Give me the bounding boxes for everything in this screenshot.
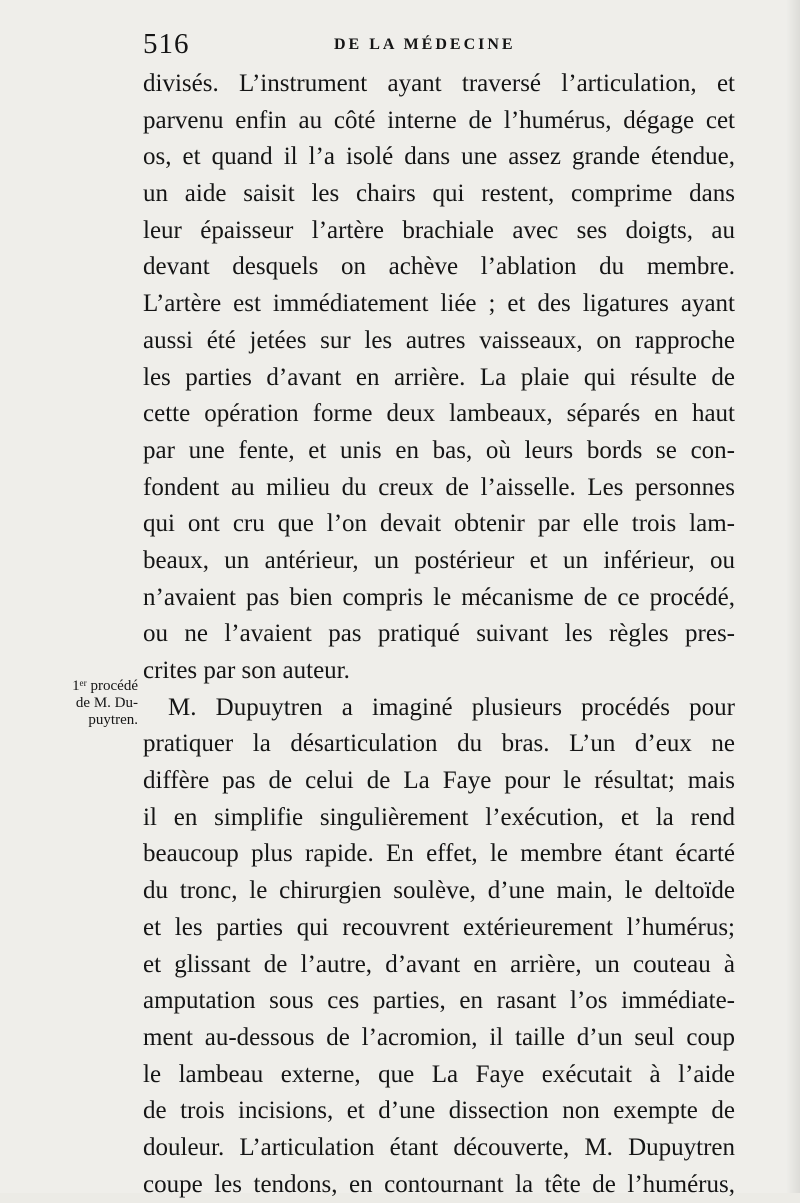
text-line: aussi été jetées sur les autres vaisseaux, on rapproche [143, 326, 735, 354]
text-line: os, et quand il l’a isolé dans une assez grande étendue, [143, 143, 735, 171]
margin-note [22, 678, 138, 729]
text-line: coupe les tendons, en contournant la tête de l’humérus, [143, 1170, 735, 1198]
text-line: du tronc, le chirurgien soulève, d’une main, le deltoïde [143, 877, 735, 905]
text-line: leur épaisseur l’artère brachiale avec ses doigts, au [143, 216, 735, 244]
body-text [143, 66, 735, 1203]
page-header [143, 28, 743, 64]
text-line: beaux, un antérieur, un postérieur et un inférieur, ou [143, 546, 735, 574]
text-line: L’artère est immédiatement liée ; et des ligatures ayant [143, 290, 735, 318]
text-line: ment au-dessous de l’acromion, il taille d’un seul coup [143, 1023, 735, 1051]
text-line: amputation sous ces parties, en rasant l’os immédiate- [143, 987, 735, 1015]
text-line: beaucoup plus rapide. En effet, le membre étant écarté [143, 840, 735, 868]
text-line: un aide saisit les chairs qui restent, comprime dans [143, 180, 735, 208]
paragraph-start-line: M. Dupuytren a imaginé plusieurs procédés pour [168, 693, 735, 721]
text-line: n’avaient pas bien compris le mécanisme de ce procédé, [143, 583, 735, 611]
margin-note-line: puytren. [88, 712, 138, 728]
text-line: les parties d’avant en arrière. La plaie qui résulte de [143, 363, 735, 391]
text-line: douleur. L’articulation étant découverte, M. Dupuytren [143, 1133, 735, 1161]
text-line: pratiquer la désarticulation du bras. L’un d’eux ne [143, 730, 735, 758]
text-line: divisés. L’instrument ayant traversé l’articulation, et [143, 70, 735, 97]
margin-note-line: 1ᵉʳ procédé [72, 678, 138, 694]
text-line: diffère pas de celui de La Faye pour le résultat; mais [143, 767, 735, 795]
text-line: qui ont cru que l’on devait obtenir par elle trois lam- [143, 510, 735, 538]
text-line: et glissant de l’autre, d’avant en arrière, un couteau à [143, 950, 735, 978]
text-line: fondent au milieu du creux de l’aisselle. Les personnes [143, 473, 735, 501]
text-line: ou ne l’avaient pas pratiqué suivant les règles pres- [143, 620, 735, 648]
text-line: et les parties qui recouvrent extérieurement l’humérus; [143, 913, 735, 941]
text-line: devant desquels on achève l’ablation du membre. [143, 253, 735, 281]
text-line: crites par son auteur. [143, 657, 350, 684]
text-line: parvenu enfin au côté interne de l’humérus, dégage cet [143, 106, 735, 134]
text-line: il en simplifie singulièrement l’exécution, et la rend [143, 803, 735, 831]
page-edge-shadow [786, 0, 800, 1193]
text-line: de trois incisions, et d’une dissection non exempte de [143, 1097, 735, 1125]
text-line: cette opération forme deux lambeaux, séparés en haut [143, 400, 735, 428]
running-head: DE LA MÉDECINE [334, 36, 516, 53]
margin-note-line: de M. Du- [75, 695, 138, 711]
page-number: 516 [143, 28, 190, 60]
text-line: par une fente, et unis en bas, où leurs bords se con- [143, 436, 735, 464]
text-line: le lambeau externe, que La Faye exécutait à l’aide [143, 1060, 735, 1088]
